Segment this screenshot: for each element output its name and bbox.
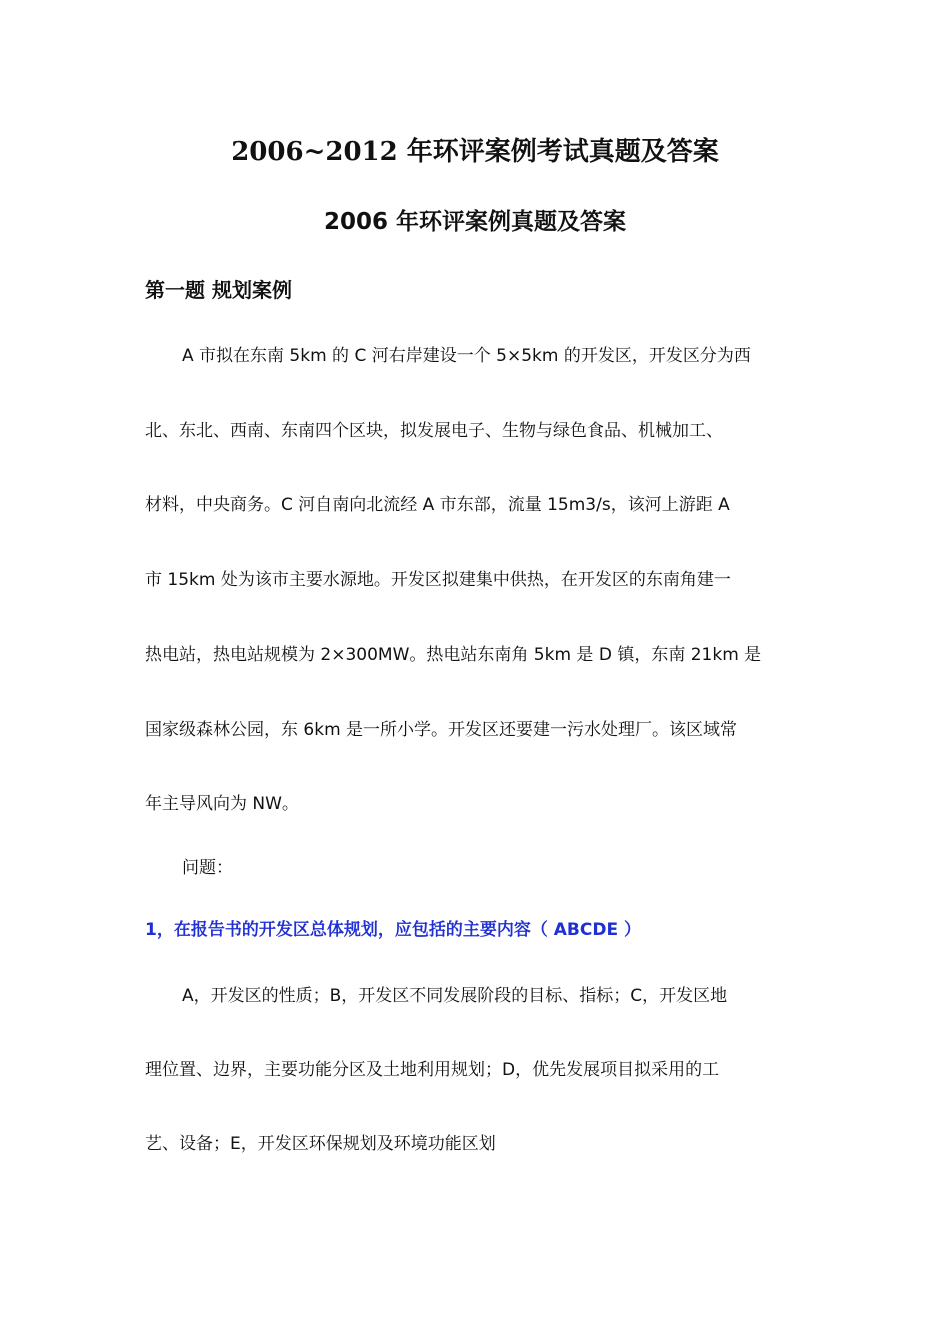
case-paragraph-line: 北、东北、西南、东南四个区块，拟发展电子、生物与绿色食品、机械加工、 xyxy=(145,421,723,441)
case-paragraph-line: 年主导风向为 NW。 xyxy=(145,794,299,814)
case-paragraph-line: 材料，中央商务。C 河自南向北流经 A 市东部，流量 15m3/s，该河上游距 A xyxy=(145,495,730,515)
answer-line: 艺、设备；E，开发区环保规划及环境功能区划 xyxy=(145,1134,496,1154)
section-title: 第一题 规划案例 xyxy=(145,278,292,302)
question-1: 1，在报告书的开发区总体规划，应包括的主要内容（ ABCDE ） xyxy=(145,920,641,940)
case-paragraph-line: A 市拟在东南 5km 的 C 河右岸建设一个 5×5km 的开发区，开发区分为西 xyxy=(182,346,751,366)
answer-line: 理位置、边界，主要功能分区及土地利用规划；D，优先发展项目拟采用的工 xyxy=(145,1060,720,1080)
case-paragraph-line: 市 15km 处为该市主要水源地。开发区拟建集中供热，在开发区的东南角建一 xyxy=(145,570,731,590)
answer-line: A，开发区的性质；B，开发区不同发展阶段的目标、指标；C，开发区地 xyxy=(182,986,728,1006)
question-label: 问题： xyxy=(182,858,233,878)
case-paragraph-line: 热电站，热电站规模为 2×300MW。热电站东南角 5km 是 D 镇，东南 21km 是 xyxy=(145,645,762,665)
case-paragraph-line: 国家级森林公园，东 6km 是一所小学。开发区还要建一污水处理厂。该区域常 xyxy=(145,720,738,740)
main-title: 2006~2012 年环评案例考试真题及答案 xyxy=(231,137,719,167)
sub-title: 2006 年环评案例真题及答案 xyxy=(323,209,627,235)
